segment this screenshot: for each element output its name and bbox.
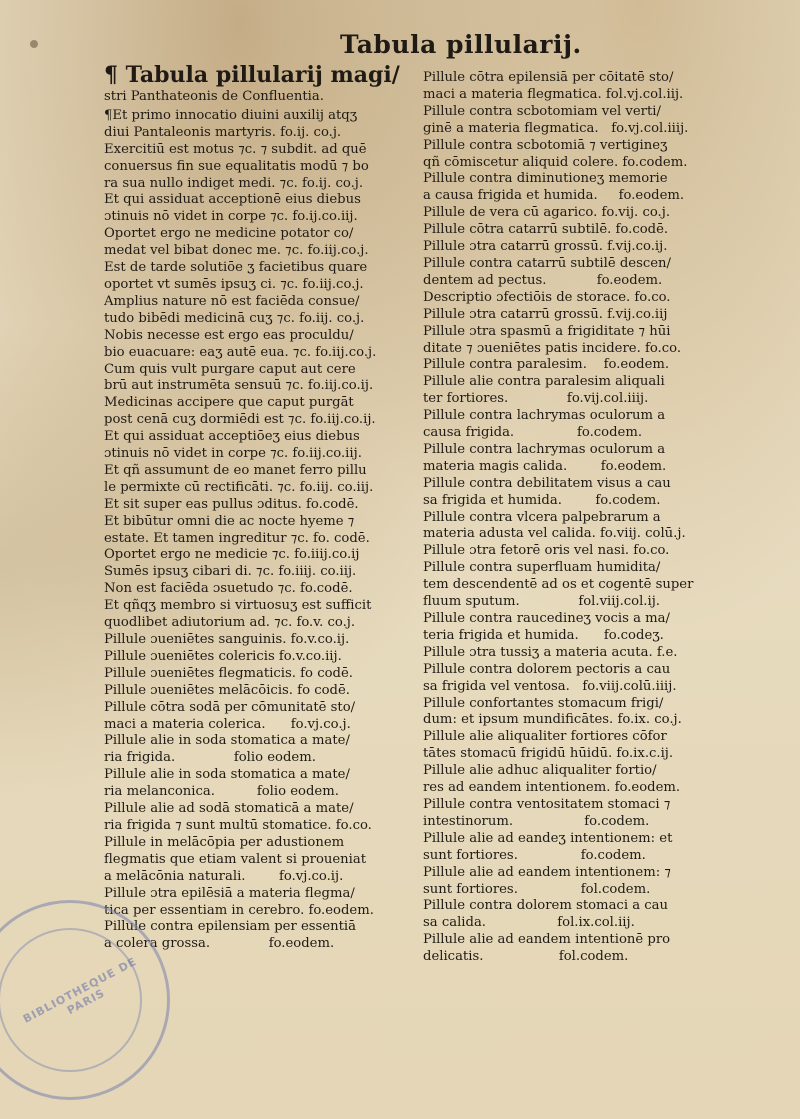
index-entry-line: Descriptio ɔfectiōis de storace. fo.co. bbox=[423, 289, 671, 305]
index-entry-line: tem descendentē ad os et cogentē super bbox=[423, 577, 694, 593]
index-entry-line: Exercitiū est motus ⁊c. ⁊ subdit. ad quē bbox=[104, 141, 367, 157]
index-entry-line: post cenā cuʒ dormiēdi est ⁊c. fo.iij.co.ij. bbox=[104, 412, 376, 428]
index-entry-line: Pillule contra scbotomiā ⁊ vertigineʒ bbox=[423, 137, 668, 153]
index-entry-line: Pillule ɔtra epilēsiā a materia flegma/ bbox=[104, 885, 355, 901]
index-entry-line: Pillule contra epilensiam per essentiā bbox=[104, 919, 356, 935]
index-entry-line: a colera grossa. fo.eodem. bbox=[104, 936, 335, 952]
index-entry-line: Pillule contra superfluam humidita/ bbox=[423, 560, 661, 576]
index-entry-line: materia adusta vel calida. fo.viij. colū.j. bbox=[423, 526, 686, 542]
index-entry-line: ɔtinuis nō videt in corpe ⁊c. fo.iij.co.iij. bbox=[104, 446, 362, 462]
index-entry-line: flegmatis que etiam valent si proueniat bbox=[104, 851, 367, 867]
index-entry-line: estate. Et tamen ingreditur ⁊c. fo. codē. bbox=[104, 530, 370, 546]
index-entry-line: teria frigida et humida. fo.codeʒ. bbox=[423, 627, 664, 643]
index-entry-line: Pillule cōtra epilensiā per cōitatē sto/ bbox=[423, 70, 674, 85]
index-entry-line: quodlibet adiutorium ad. ⁊c. fo.v. co.j. bbox=[104, 615, 356, 631]
index-entry-line: Pillule contra catarrū subtilē descen/ bbox=[423, 255, 671, 271]
index-entry-line: maci a materia flegmatica. fol.vj.col.iij. bbox=[423, 86, 684, 102]
index-entry-line: Pillule alie contra paralesim aliquali bbox=[423, 374, 665, 390]
index-entry-line: Pillule contra dolorem pectoris a cau bbox=[423, 661, 671, 677]
index-entry-line: sa frigida et humida. fo.codem. bbox=[423, 492, 661, 508]
index-entry-line: ɔtinuis nō videt in corpe ⁊c. fo.ij.co.iij. bbox=[104, 209, 358, 225]
index-entry-line: a melācōnia naturali. fo.vj.co.ij. bbox=[104, 868, 344, 884]
index-entry-line: Pillule ɔtra tussiʒ a materia acuta. f.e. bbox=[423, 644, 678, 660]
index-entry-line: Pillule alie ad eandem intentionē pro bbox=[423, 932, 671, 948]
index-entry-line: conuersus fin sue equalitatis modū ⁊ bo bbox=[104, 158, 369, 174]
index-entry-line: materia magis calida. fo.eodem. bbox=[423, 458, 667, 474]
index-entry-line: ter fortiores. fo.vij.col.iiij. bbox=[423, 391, 649, 407]
table-title: ¶ Tabula pillularij magi/ bbox=[104, 62, 400, 88]
index-entry-line: Pillule contra lachrymas oculorum a bbox=[423, 408, 666, 424]
index-entry-line: Pillule alie adhuc aliqualiter fortio/ bbox=[423, 763, 657, 779]
index-entry-line: Pillule alie ad sodā stomaticā a mate/ bbox=[104, 801, 354, 817]
index-entry-line: Pillule alie in soda stomatica a mate/ bbox=[104, 733, 350, 749]
index-entry-line: tātes stomacū frigidū hūidū. fo.ix.c.ij. bbox=[423, 746, 674, 762]
index-entry-line: Pillule ɔueniētes colericis fo.v.co.iij. bbox=[104, 648, 342, 664]
index-entry-line: ria frigida. folio eodem. bbox=[104, 750, 316, 766]
index-entry-line: qñ cōmiscetur aliquid colere. fo.codem. bbox=[423, 154, 688, 170]
index-entry-line: ditate ⁊ ɔueniētes patis incidere. fo.co. bbox=[423, 340, 682, 356]
index-entry-line: Pillule ɔtra spasmū a frigiditate ⁊ hūi bbox=[423, 323, 671, 339]
left-entries bbox=[104, 108, 422, 953]
index-entry-line: diui Pantaleonis martyris. fo.ij. co.j. bbox=[104, 124, 342, 140]
index-entry-line: Pillule contra ventositatem stomaci ⁊ bbox=[423, 796, 671, 812]
index-entry-line: res ad eandem intentionem. fo.eodem. bbox=[423, 780, 681, 796]
index-entry-line: maci a materia colerica. fo.vj.co.j. bbox=[104, 716, 351, 732]
index-entry-line: Pillule contra paralesim. fo.eodem. bbox=[423, 357, 670, 373]
index-entry-line: Pillule ɔtra fetorē oris vel nasi. fo.co. bbox=[423, 543, 670, 559]
index-entry-line: Oportet ergo ne medicine potator co/ bbox=[104, 226, 354, 242]
index-entry-line: Et sit super eas pullus ɔditus. fo.codē. bbox=[104, 496, 359, 512]
index-entry-line: Est de tarde solutiōe ʒ facietibus quare bbox=[104, 260, 368, 276]
index-entry-line: oportet vt sumēs ipsuʒ ci. ⁊c. fo.iij.co.j. bbox=[104, 276, 364, 292]
index-entry-line: sa frigida vel ventosa. fo.viij.colū.iiij. bbox=[423, 678, 677, 694]
index-entry-line: tica per essentiam in cerebro. fo.eodem. bbox=[104, 902, 374, 918]
index-entry-line: sunt fortiores. fol.codem. bbox=[423, 881, 651, 897]
index-entry-line: Et qui assiduat acceptiōeʒ eius diebus bbox=[104, 429, 360, 445]
index-entry-line: dum: et ipsum mundificātes. fo.ix. co.j. bbox=[423, 712, 682, 728]
index-entry-line: Medicinas accipere que caput purgāt bbox=[104, 395, 354, 411]
table-subtitle: stri Panthateonis de Confluentia. bbox=[104, 89, 324, 104]
index-entry-line: Pillule alie in soda stomatica a mate/ bbox=[104, 767, 350, 783]
index-entry-line: ra sua nullo indiget medi. ⁊c. fo.ij. co.j. bbox=[104, 175, 364, 191]
index-entry-line: a causa frigida et humida. fo.eodem. bbox=[423, 188, 685, 204]
index-entry-line: Pillule contra lachrymas oculorum a bbox=[423, 441, 666, 457]
index-entry-line: Pillule ɔueniētes sanguinis. fo.v.co.ij. bbox=[104, 632, 350, 647]
index-entry-line: Pillule alie aliqualiter fortiores cōfor bbox=[423, 729, 667, 745]
index-entry-line: tudo bibēdi medicinā cuʒ ⁊c. fo.iij. co.j. bbox=[104, 310, 365, 326]
index-entry-line: Pillule ɔtra catarrū grossū. f.vij.co.iij bbox=[423, 306, 668, 322]
index-entry-line: sa calida. fol.ix.col.iij. bbox=[423, 915, 635, 931]
index-entry-line: bio euacuare: eaʒ autē eua. ⁊c. fo.iij.co.j. bbox=[104, 344, 377, 360]
index-entry-line: Nobis necesse est ergo eas proculdu/ bbox=[104, 327, 354, 343]
index-entry-line: Et qñ assumunt de eo manet ferro pillu bbox=[104, 462, 367, 478]
index-entry-line: medat vel bibat donec me. ⁊c. fo.iij.co.j. bbox=[104, 243, 369, 259]
index-entry-line: Cum quis vult purgare caput aut cere bbox=[104, 361, 356, 377]
index-entry-line: Pillule de vera cū agarico. fo.vij. co.j. bbox=[423, 205, 671, 221]
index-entry-line: Non est faciēda ɔsuetudo ⁊c. fo.codē. bbox=[104, 581, 353, 597]
index-entry-line: Pillule contra diminutioneʒ memorie bbox=[423, 171, 668, 187]
index-entry-line: fluum sputum. fol.viij.col.ij. bbox=[423, 594, 660, 610]
index-entry-line: Sumēs ipsuʒ cibari di. ⁊c. fo.iiij. co.iij. bbox=[104, 564, 357, 580]
index-entry-line: le permixte cū rectificāti. ⁊c. fo.iij. co.iij. bbox=[104, 479, 374, 495]
index-entry-line: Pillule ɔueniētes melācōicis. fo codē. bbox=[104, 682, 350, 698]
index-entry-line: ria melanconica. folio eodem. bbox=[104, 784, 339, 800]
index-entry-line: sunt fortiores. fo.codem. bbox=[423, 847, 646, 863]
index-entry-line: ria frigida ⁊ sunt multū stomatice. fo.co. bbox=[104, 817, 372, 833]
index-entry-line: Pillule cōtra sodā per cōmunitatē sto/ bbox=[104, 699, 356, 715]
index-entry-line: intestinorum. fo.codem. bbox=[423, 813, 650, 829]
index-entry-line: Pillule confortantes stomacum frigi/ bbox=[423, 695, 664, 711]
right-column bbox=[423, 70, 763, 966]
index-entry-line: Pillule contra debilitatem visus a cau bbox=[423, 475, 671, 491]
right-entries bbox=[423, 70, 763, 966]
index-entry-line: Et bibūtur omni die ac nocte hyeme ⁊ bbox=[104, 513, 355, 529]
index-entry-line: ¶Et primo innocatio diuini auxilij atqʒ bbox=[104, 107, 358, 123]
index-entry-line: Oportet ergo ne medicie ⁊c. fo.iiij.co.ij bbox=[104, 547, 360, 563]
index-entry-line: Pillule ɔueniētes flegmaticis. fo codē. bbox=[104, 665, 353, 681]
index-entry-line: Pillule cōtra catarrū subtilē. fo.codē. bbox=[423, 222, 669, 238]
index-entry-line: Pillule in melācōpia per adustionem bbox=[104, 834, 345, 850]
ink-spot bbox=[30, 40, 38, 48]
index-entry-line: delicatis. fol.codem. bbox=[423, 949, 629, 965]
index-entry-line: Pillule alie ad eandeʒ intentionem: et bbox=[423, 830, 673, 846]
index-entry-line: causa frigida. fo.codem. bbox=[423, 425, 643, 441]
index-entry-line: dentem ad pectus. fo.eodem. bbox=[423, 272, 663, 288]
running-head: Tabula pillularij. bbox=[340, 30, 582, 59]
index-entry-line: Pillule contra vlcera palpebrarum a bbox=[423, 509, 661, 525]
index-entry-line: Pillule contra scbotomiam vel verti/ bbox=[423, 103, 661, 119]
index-entry-line: Pillule ɔtra catarrū grossū. f.vij.co.ij. bbox=[423, 239, 668, 255]
index-entry-line: Amplius nature nō est faciēda consue/ bbox=[104, 293, 360, 309]
left-column bbox=[104, 62, 422, 953]
index-entry-line: Pillule alie ad eandem intentionem: ⁊ bbox=[423, 864, 671, 880]
index-entry-line: Et qñqʒ membro si virtuosuʒ est sufficit bbox=[104, 598, 372, 614]
library-stamp-text: BIBLIOTHEQUE DE PARIS bbox=[20, 954, 139, 1026]
index-entry-line: Pillule contra raucedineʒ vocis a ma/ bbox=[423, 611, 670, 626]
index-entry-line: Et qui assiduat acceptionē eius diebus bbox=[104, 192, 361, 208]
index-entry-line: ginē a materia flegmatica. fo.vj.col.iiij. bbox=[423, 120, 689, 136]
index-entry-line: brū aut instrumēta sensuū ⁊c. fo.iij.co.ij. bbox=[104, 378, 374, 394]
index-entry-line: Pillule contra dolorem stomaci a cau bbox=[423, 898, 669, 914]
